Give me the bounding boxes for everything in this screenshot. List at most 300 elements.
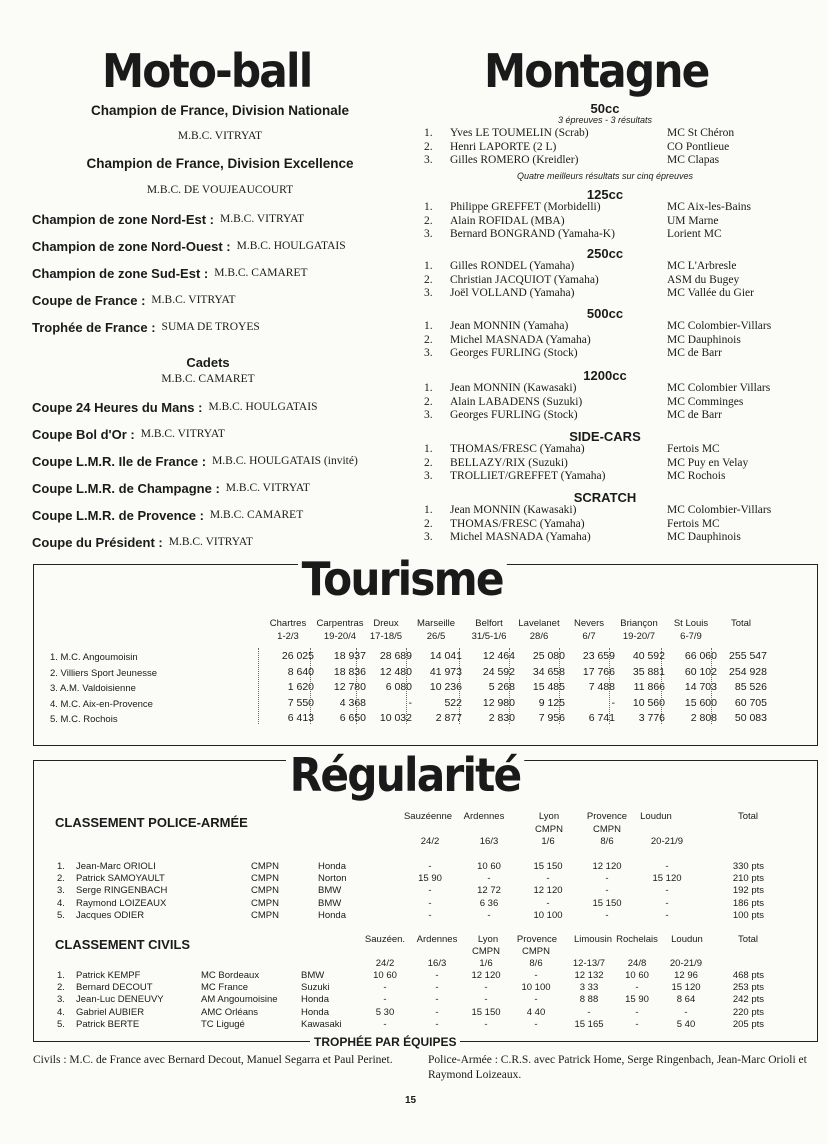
montagne-club: MC Dauphinois — [667, 531, 741, 543]
civils-header-cmpn: CMPN — [522, 946, 550, 957]
tourisme-column-rule — [509, 648, 510, 724]
tourisme-cell: 14 703 — [684, 681, 717, 693]
police-cell: 15 150 — [592, 897, 622, 909]
tourisme-cell: 18 937 — [333, 650, 366, 662]
tourisme-cell: 40 592 — [632, 650, 665, 662]
tourisme-cell: 2 808 — [690, 712, 717, 724]
motoball-entry-value: M.B.C. VITRYAT — [225, 482, 310, 494]
tourisme-column-rule — [310, 648, 311, 724]
civils-moto: Kawasaki — [301, 1018, 342, 1030]
civils-cell: - — [684, 1006, 688, 1018]
montagne-category-title: SCRATCH — [573, 490, 637, 505]
montagne-rank: 2. — [424, 273, 433, 286]
civils-cell: - — [484, 1018, 488, 1030]
montagne-rank: 2. — [424, 395, 433, 408]
civils-moto: Honda — [301, 994, 329, 1006]
police-moto: Norton — [318, 873, 347, 885]
tourisme-cell: 10 236 — [429, 681, 462, 693]
civils-rank: 2. — [57, 982, 65, 994]
tourisme-header-date: 6-7/9 — [680, 631, 702, 642]
montagne-club: Lorient MC — [667, 228, 722, 240]
police-header: Sauzéenne — [403, 811, 453, 822]
civils-moto: Honda — [301, 1006, 329, 1018]
police-moto: BMW — [318, 885, 342, 897]
civils-rank: 3. — [57, 994, 65, 1006]
tourisme-cell: 254 928 — [729, 665, 767, 678]
montagne-club: MC de Barr — [667, 347, 722, 359]
civils-rank: 4. — [57, 1006, 65, 1018]
montagne-rider: TROLLIET/GREFFET (Yamaha) — [450, 470, 606, 482]
police-name: Patrick SAMOYAULT — [76, 873, 165, 885]
tourisme-cell: 41 973 — [429, 665, 462, 678]
motoball-entry-value: M.B.C. CAMARET — [161, 373, 255, 385]
police-cell: - — [546, 897, 550, 909]
police-cell: 12 120 — [533, 885, 563, 897]
page-number: 15 — [405, 1095, 417, 1106]
tourisme-column-rule — [406, 648, 407, 724]
civils-cell: - — [435, 970, 439, 981]
civils-cell: - — [435, 1006, 439, 1018]
montagne-club: MC Colombier-Villars — [667, 504, 772, 516]
police-cell: 12 120 — [592, 861, 622, 872]
police-header: Ardennes — [463, 811, 505, 822]
civils-header-cmpn: CMPN — [472, 946, 500, 957]
tourisme-cell: 255 547 — [729, 650, 767, 662]
police-cell: 15 150 — [533, 861, 563, 872]
police-cell: 6 36 — [479, 897, 499, 909]
civils-cell: 10 60 — [625, 970, 649, 981]
montagne-club: MC Vallée du Gier — [667, 287, 754, 299]
civils-cell: 10 60 — [373, 970, 397, 981]
tourisme-column-rule — [661, 648, 662, 724]
montagne-club: MC Colombier-Villars — [667, 320, 772, 332]
police-cell: - — [428, 861, 432, 872]
tourisme-column-rule — [258, 648, 259, 724]
police-total: 330 pts — [732, 861, 764, 872]
civils-cell: - — [383, 994, 387, 1006]
civils-club: MC Bordeaux — [201, 970, 260, 981]
tourisme-cell: 11 866 — [633, 681, 665, 693]
tourisme-header-date: 19-20/4 — [323, 631, 357, 642]
tourisme-cell: 6 413 — [287, 712, 314, 724]
montagne-club: MC Dauphinois — [667, 333, 741, 346]
civils-header: Total — [737, 934, 759, 945]
police-moto: Honda — [318, 909, 346, 921]
tourisme-cell: 12 464 — [482, 650, 515, 662]
tourisme-header: Marseille — [416, 618, 455, 629]
tourisme-cell: 8 640 — [287, 665, 314, 678]
tourisme-cell: 6 650 — [339, 712, 366, 724]
montagne-club: ASM du Bugey — [667, 273, 740, 286]
motoball-entry-value: SUMA DE TROYES — [161, 321, 260, 333]
tourisme-cell: 7 488 — [588, 681, 615, 693]
tourisme-cell: 66 060 — [684, 650, 717, 662]
montagne-rider: BELLAZY/RIX (Suzuki) — [450, 456, 568, 469]
tourisme-cell: 60 102 — [684, 665, 717, 678]
montagne-rider: Henri LAPORTE (2 L) — [450, 140, 557, 153]
regularite-title: Régularité — [286, 748, 524, 802]
montagne-rider: Philippe GREFFET (Morbidelli) — [450, 201, 601, 213]
motoball-entry-value: M.B.C. VITRYAT — [151, 294, 236, 306]
montagne-club: MC Aix-les-Bains — [667, 201, 752, 213]
tourisme-header: Lavelanet — [518, 618, 560, 629]
tourisme-cell: 9 125 — [538, 696, 565, 709]
montagne-club: Fertois MC — [667, 443, 720, 455]
tourisme-cell: 15 485 — [532, 681, 565, 693]
tourisme-cell: 26 025 — [281, 650, 314, 662]
police-club: CMPN — [251, 861, 279, 872]
tourisme-header: Briançon — [620, 618, 658, 629]
montagne-rank: 3. — [424, 347, 433, 359]
tourisme-cell: 6 080 — [385, 681, 412, 693]
tourisme-header-date: 28/6 — [529, 631, 549, 642]
police-name: Jacques ODIER — [76, 909, 145, 921]
police-header-cmpn: CMPN — [593, 824, 621, 835]
tourisme-header: Carpentras — [316, 618, 364, 629]
civils-cell: 10 100 — [521, 982, 551, 994]
tourisme-header: St Louis — [673, 618, 709, 629]
civils-cell: 5 30 — [375, 1006, 395, 1018]
police-total: 186 pts — [732, 897, 764, 909]
police-cell: 10 60 — [477, 861, 501, 872]
motoball-entry-value: M.B.C. HOULGATAIS — [236, 240, 346, 252]
police-cell: 10 100 — [533, 909, 563, 921]
police-rank: 1. — [57, 861, 65, 872]
police-cell: - — [665, 909, 669, 921]
civils-club: AM Angoumoisine — [201, 994, 278, 1006]
motoball-entry-label: Coupe L.M.R. de Provence : — [32, 508, 204, 523]
montagne-rider: Jean MONNIN (Yamaha) — [450, 320, 569, 332]
civils-club: AMC Orléans — [201, 1006, 259, 1018]
tourisme-cell: 5 268 — [488, 681, 515, 693]
police-cell: - — [428, 897, 432, 909]
motoball-entry-label: Coupe de France : — [32, 293, 146, 308]
motoball-entry-value: M.B.C. VITRYAT — [220, 213, 305, 225]
tourisme-header: Belfort — [475, 618, 503, 629]
tourisme-cell: 35 881 — [632, 665, 665, 678]
montagne-title: Montagne — [484, 44, 709, 98]
motoball-entry-label: Cadets — [186, 355, 230, 370]
montagne-club: CO Pontlieue — [667, 140, 730, 153]
civils-date: 8/6 — [529, 958, 543, 969]
police-cell: - — [665, 861, 669, 872]
tourisme-team: 4. M.C. Aix-en-Provence — [50, 698, 153, 710]
trophee-civils: Civils : M.C. de France avec Bernard Decout, Manuel Segarra et Paul Perinet. — [33, 1054, 393, 1066]
police-cell: - — [487, 909, 491, 921]
police-club: CMPN — [251, 885, 279, 897]
motoball-entry-label: Trophée de France : — [32, 320, 156, 335]
civils-date: 20-21/9 — [669, 958, 703, 969]
motoball-entry-label: Coupe Bol d'Or : — [32, 427, 135, 442]
montagne-rider: Christian JACQUIOT (Yamaha) — [450, 273, 599, 286]
civils-header: Lyon — [477, 934, 499, 945]
civils-cell: - — [635, 1006, 639, 1018]
civils-name: Jean-Luc DENEUVY — [76, 994, 164, 1006]
civils-club: TC Ligugé — [201, 1018, 245, 1030]
motoball-entry-value: M.B.C. CAMARET — [214, 267, 308, 279]
tourisme-cell: 10 560 — [632, 696, 665, 709]
police-moto: BMW — [318, 897, 342, 909]
civils-date: 16/3 — [427, 958, 447, 969]
civils-header: Provence — [516, 934, 558, 945]
police-cell: - — [487, 873, 491, 885]
montagne-rank: 3. — [424, 287, 433, 299]
montagne-rank: 2. — [424, 456, 433, 469]
motoball-entry-label: Champion de zone Sud-Est : — [32, 266, 209, 281]
police-name: Jean-Marc ORIOLI — [76, 861, 156, 872]
civils-header: Loudun — [671, 934, 703, 945]
police-cell: 12 72 — [477, 885, 501, 897]
tourisme-header-date: 26/5 — [426, 631, 446, 642]
montagne-club: MC St Chéron — [667, 127, 735, 139]
montagne-club: MC Colombier Villars — [667, 382, 771, 394]
tourisme-header-date: 1-2/3 — [277, 631, 299, 642]
civils-date: 12-13/7 — [572, 958, 606, 969]
montagne-rider: THOMAS/FRESC (Yamaha) — [450, 443, 585, 455]
trophee-police: Police-Armée : C.R.S. avec Patrick Home, Serge Ringenbach, Jean-Marc Orioli et Raymond Loizeaux. — [428, 1054, 807, 1081]
montagne-rank: 1. — [424, 504, 433, 516]
police-cell: 15 90 — [418, 873, 442, 885]
police-classement-title: CLASSEMENT POLICE-ARMÉE — [55, 815, 248, 830]
police-cell: - — [605, 909, 609, 921]
montagne-rider: Michel MASNADA (Yamaha) — [450, 333, 591, 346]
police-header-cmpn: CMPN — [535, 824, 563, 835]
tourisme-cell: 7 550 — [287, 696, 314, 709]
police-header: Lyon — [538, 811, 560, 822]
montagne-category-note: Quatre meilleurs résultats sur cinq épreuves — [516, 170, 694, 181]
civils-date: 24/8 — [627, 958, 647, 969]
montagne-club: MC Comminges — [667, 395, 744, 408]
tourisme-header-date: 19-20/7 — [622, 631, 656, 642]
civils-moto: BMW — [301, 970, 325, 981]
police-rank: 4. — [57, 897, 65, 909]
civils-cell: - — [635, 982, 639, 994]
civils-cell: 4 40 — [526, 1006, 546, 1018]
montagne-rider: Georges FURLING (Stock) — [450, 409, 578, 421]
tourisme-cell: 60 705 — [734, 696, 767, 709]
police-date: 20-21/9 — [650, 836, 684, 847]
civils-cell: 15 165 — [574, 1018, 604, 1030]
police-cell: - — [605, 873, 609, 885]
tourisme-cell: 12 780 — [333, 681, 366, 693]
tourisme-cell: 18 836 — [333, 665, 366, 678]
civils-cell: - — [435, 982, 439, 994]
montagne-club: MC Clapas — [667, 154, 720, 166]
civils-cell: - — [534, 994, 538, 1006]
civils-cell: - — [484, 982, 488, 994]
tourisme-cell: 23 659 — [582, 650, 615, 662]
motoball-entry-value: M.B.C. VITRYAT — [177, 130, 263, 142]
civils-date: 24/2 — [375, 958, 395, 969]
police-club: CMPN — [251, 897, 279, 909]
police-rank: 5. — [57, 909, 65, 921]
montagne-rider: Joël VOLLAND (Yamaha) — [450, 287, 575, 299]
montagne-club: Fertois MC — [667, 517, 720, 530]
police-header: Provence — [586, 811, 628, 822]
trophee-title: TROPHÉE PAR ÉQUIPES — [310, 1035, 460, 1049]
tourisme-column-rule — [459, 648, 460, 724]
montagne-rank: 3. — [424, 409, 433, 421]
tourisme-cell: 12 480 — [379, 665, 412, 678]
civils-cell: 12 96 — [674, 970, 698, 981]
police-cell: - — [428, 909, 432, 921]
civils-name: Patrick BERTE — [76, 1018, 140, 1030]
montagne-rider: Michel MASNADA (Yamaha) — [450, 531, 591, 543]
tourisme-header-date: 17-18/5 — [369, 631, 403, 642]
tourisme-cell: 2 830 — [488, 712, 515, 724]
police-rank: 2. — [57, 873, 65, 885]
motoball-entry-label: Champion de zone Nord-Ouest : — [32, 239, 231, 254]
civils-cell: - — [587, 1006, 591, 1018]
tourisme-header: Nevers — [573, 618, 605, 629]
motoball-entry-label: Coupe L.M.R. de Champagne : — [32, 481, 220, 496]
police-total: 210 pts — [732, 873, 764, 885]
tourisme-header-date: 31/5-1/6 — [471, 631, 507, 642]
tourisme-cell: 17 766 — [582, 665, 615, 678]
civils-cell: 12 132 — [574, 970, 604, 981]
montagne-club: MC L'Arbresle — [667, 260, 737, 272]
montagne-rank: 3. — [424, 154, 433, 166]
police-cell: - — [546, 873, 550, 885]
civils-header: Ardennes — [416, 934, 458, 945]
tourisme-column-rule — [559, 648, 560, 724]
police-date: 8/6 — [600, 836, 614, 847]
tourisme-cell: 4 368 — [339, 696, 366, 709]
police-date: 1/6 — [541, 836, 555, 847]
tourisme-cell: 28 689 — [379, 650, 412, 662]
civils-cell: 8 88 — [579, 994, 599, 1006]
tourisme-cell: 2 877 — [435, 712, 462, 724]
tourisme-team: 5. M.C. Rochois — [50, 714, 118, 725]
motoball-entry-label: Champion de France, Division Excellence — [86, 156, 354, 171]
montagne-rider: Jean MONNIN (Kawasaki) — [450, 504, 577, 516]
montagne-rank: 2. — [424, 140, 433, 153]
civils-name: Bernard DECOUT — [76, 982, 153, 994]
civils-total: 242 pts — [732, 994, 764, 1006]
tourisme-column-rule — [356, 648, 357, 724]
civils-cell: - — [383, 1018, 387, 1030]
police-club: CMPN — [251, 873, 279, 885]
civils-classement-title: CLASSEMENT CIVILS — [55, 937, 191, 952]
montagne-club: MC de Barr — [667, 409, 722, 421]
civils-cell: 15 150 — [471, 1006, 501, 1018]
motoball-entry-label: Coupe du Président : — [32, 535, 163, 550]
civils-cell: 12 120 — [471, 970, 501, 981]
motoball-entry-label: Coupe L.M.R. Ile de France : — [32, 454, 207, 469]
montagne-category-note: 3 épreuves - 3 résultats — [557, 115, 653, 125]
civils-cell: 8 64 — [676, 994, 696, 1006]
civils-cell: - — [534, 1018, 538, 1030]
montagne-rider: Alain ROFIDAL (MBA) — [450, 214, 565, 227]
tourisme-team: 3. A.M. Valdoisienne — [50, 683, 136, 694]
civils-header: Limousin — [573, 934, 613, 945]
tourisme-cell: 522 — [444, 696, 462, 709]
motoball-entry-label: Coupe 24 Heures du Mans : — [32, 400, 203, 415]
police-cell: - — [605, 885, 609, 897]
police-cell: - — [665, 897, 669, 909]
motoball-entry-value: M.B.C. VITRYAT — [168, 536, 253, 548]
tourisme-cell: 24 592 — [482, 665, 515, 678]
montagne-rank: 2. — [424, 517, 433, 530]
montagne-rank: 1. — [424, 320, 433, 332]
montagne-rank: 2. — [424, 214, 433, 227]
montagne-rank: 3. — [424, 470, 433, 482]
motoball-title: Moto-ball — [102, 44, 312, 98]
police-moto: Honda — [318, 861, 346, 872]
tourisme-team: 1. M.C. Angoumoisin — [50, 652, 138, 663]
tourisme-cell: 3 776 — [638, 712, 665, 724]
police-rank: 3. — [57, 885, 65, 897]
tourisme-cell: - — [408, 696, 412, 709]
civils-header: Rochelais — [616, 934, 658, 945]
motoball-entry-value: M.B.C. DE VOUJEAUCOURT — [146, 184, 294, 196]
police-header: Loudun — [640, 811, 672, 822]
montagne-category-title: SIDE-CARS — [569, 429, 641, 444]
motoball-entry-value: M.B.C. HOULGATAIS (invité) — [212, 455, 358, 467]
montagne-category-title: 50cc — [590, 101, 620, 116]
civils-cell: - — [635, 1018, 639, 1030]
motoball-entry-value: M.B.C. CAMARET — [209, 509, 304, 521]
civils-cell: 5 40 — [676, 1018, 696, 1030]
civils-moto: Suzuki — [301, 982, 330, 994]
motoball-entry-value: M.B.C. HOULGATAIS — [208, 401, 318, 413]
motoball-entry-value: M.B.C. VITRYAT — [140, 428, 225, 440]
montagne-rank: 2. — [424, 333, 433, 346]
montagne-rider: Georges FURLING (Stock) — [450, 347, 578, 359]
tourisme-cell: 1 620 — [287, 681, 314, 693]
tourisme-cell: 12 980 — [482, 696, 515, 709]
tourisme-cell: 34 658 — [532, 665, 565, 678]
montagne-rank: 3. — [424, 228, 433, 240]
civils-total: 220 pts — [732, 1006, 764, 1018]
montagne-rider: Yves LE TOUMELIN (Scrab) — [450, 127, 589, 139]
civils-cell: - — [383, 982, 387, 994]
montagne-category-title: 250cc — [586, 246, 624, 261]
civils-cell: 15 90 — [625, 994, 649, 1006]
tourisme-cell: 15 600 — [684, 696, 717, 709]
montagne-club: UM Marne — [667, 214, 719, 227]
montagne-rank: 1. — [424, 382, 433, 394]
police-total: 100 pts — [732, 909, 764, 921]
tourisme-header: Dreux — [373, 618, 399, 629]
montagne-rider: Gilles ROMERO (Kreidler) — [450, 154, 579, 166]
tourisme-cell: 50 083 — [734, 712, 767, 724]
civils-cell: - — [484, 994, 488, 1006]
montagne-category-title: 500cc — [586, 306, 624, 321]
montagne-club: MC Rochois — [667, 470, 726, 482]
civils-cell: - — [534, 970, 538, 981]
montagne-rider: THOMAS/FRESC (Yamaha) — [450, 517, 585, 530]
montagne-rank: 1. — [424, 260, 433, 272]
tourisme-team: 2. Villiers Sport Jeunesse — [50, 667, 158, 679]
motoball-entry-label: Champion de France, Division Nationale — [90, 103, 350, 118]
civils-rank: 1. — [57, 970, 65, 981]
police-cell: 15 120 — [652, 873, 682, 885]
police-cell: - — [428, 885, 432, 897]
tourisme-cell: 25 080 — [532, 650, 565, 662]
montagne-rank: 3. — [424, 531, 433, 543]
montagne-rider: Alain LABADENS (Suzuki) — [450, 395, 583, 408]
tourisme-cell: 14 041 — [429, 650, 462, 662]
civils-total: 253 pts — [732, 982, 764, 994]
police-header: Total — [737, 811, 759, 822]
montagne-rank: 1. — [424, 127, 433, 139]
tourisme-column-rule — [711, 648, 712, 724]
civils-total: 205 pts — [732, 1018, 764, 1030]
civils-club: MC France — [201, 982, 248, 994]
montagne-category-title: 1200cc — [583, 368, 627, 383]
civils-cell: 3 33 — [579, 982, 599, 994]
